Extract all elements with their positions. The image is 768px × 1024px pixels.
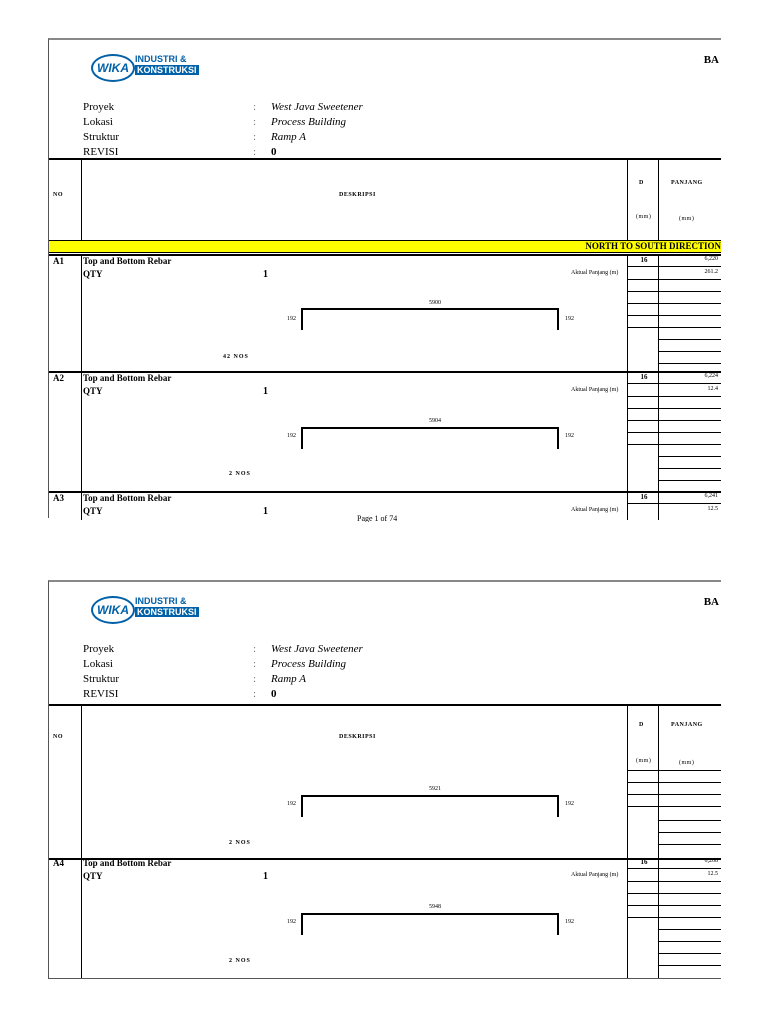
qty-value: 1 bbox=[263, 269, 268, 280]
item-no: A3 bbox=[53, 493, 64, 503]
item-desc: Top and Bottom Rebar bbox=[83, 858, 172, 868]
item-nos: 42 NOS bbox=[223, 354, 249, 360]
leg-left: 192 bbox=[287, 801, 296, 807]
col-deskripsi: DESKRIPSI bbox=[339, 192, 376, 198]
lokasi-label: Lokasi bbox=[83, 116, 113, 128]
rebar-shape bbox=[301, 795, 559, 817]
rebar-shape bbox=[301, 427, 559, 449]
leg-left: 192 bbox=[287, 919, 296, 925]
company-logo bbox=[91, 52, 197, 82]
item-diameter: 16 bbox=[640, 373, 648, 381]
logo-mark: WIKA bbox=[91, 54, 135, 82]
aktual-label: Aktual Panjang (m) bbox=[571, 872, 619, 878]
qty-label: QTY bbox=[83, 506, 103, 516]
struktur-value: Ramp A bbox=[271, 673, 306, 685]
item-panjang: 6,241 bbox=[704, 493, 718, 499]
item-panjang: 6,268 bbox=[704, 858, 718, 864]
sep: : bbox=[253, 673, 257, 685]
qty-value: 1 bbox=[263, 386, 268, 397]
header-title: BA bbox=[703, 596, 719, 608]
col-panjang: PANJANG bbox=[671, 180, 703, 186]
logo-mark: WIKA bbox=[91, 596, 135, 624]
item-desc: Top and Bottom Rebar bbox=[83, 493, 172, 503]
logo-line2: KONSTRUKSI bbox=[137, 607, 197, 617]
item-aktual: 261.2 bbox=[704, 269, 718, 275]
item-panjang: 6,220 bbox=[704, 256, 718, 262]
item-diameter: 16 bbox=[640, 256, 648, 264]
col-panjang-unit: (mm) bbox=[679, 216, 695, 222]
revisi-value: 0 bbox=[271, 146, 277, 158]
bar-length: 5904 bbox=[429, 418, 441, 424]
col-d: D bbox=[639, 180, 644, 186]
aktual-label: Aktual Panjang (m) bbox=[571, 507, 619, 513]
col-deskripsi: DESKRIPSI bbox=[339, 734, 376, 740]
project-info bbox=[83, 100, 363, 160]
proyek-label: Proyek bbox=[83, 101, 115, 113]
project-info bbox=[83, 642, 363, 702]
col-d: D bbox=[639, 722, 644, 728]
item-nos: 2 NOS bbox=[229, 471, 251, 477]
rebar-shape bbox=[301, 308, 559, 330]
lokasi-value: Process Building bbox=[271, 658, 347, 670]
sep: : bbox=[253, 101, 257, 113]
sheet-page-2 bbox=[48, 580, 721, 979]
logo-line1: INDUSTRI & bbox=[135, 596, 187, 606]
item-no: A2 bbox=[53, 373, 64, 383]
sep: : bbox=[253, 146, 257, 158]
sheet-page-1 bbox=[48, 38, 721, 518]
item-nos: 2 NOS bbox=[229, 958, 251, 964]
col-panjang-unit: (mm) bbox=[679, 760, 695, 766]
revisi-value: 0 bbox=[271, 688, 277, 700]
item-desc: Top and Bottom Rebar bbox=[83, 256, 172, 266]
page-footer: Page 1 of 74 bbox=[357, 514, 398, 522]
qty-label: QTY bbox=[83, 871, 103, 881]
col-panjang: PANJANG bbox=[671, 722, 703, 728]
table-header bbox=[49, 158, 721, 241]
rebar-shape bbox=[301, 913, 559, 935]
leg-left: 192 bbox=[287, 316, 296, 322]
logo-line2: KONSTRUKSI bbox=[137, 65, 197, 75]
bar-length: 5900 bbox=[429, 300, 441, 306]
leg-right: 192 bbox=[565, 316, 574, 322]
col-d-unit: (mm) bbox=[636, 214, 652, 220]
company-logo bbox=[91, 594, 197, 624]
leg-left: 192 bbox=[287, 433, 296, 439]
struktur-label: Struktur bbox=[83, 673, 120, 685]
rebar-item bbox=[49, 371, 721, 491]
item-no: A1 bbox=[53, 256, 64, 266]
qty-value: 1 bbox=[263, 506, 268, 517]
item-panjang: 6,224 bbox=[704, 373, 718, 379]
leg-right: 192 bbox=[565, 801, 574, 807]
col-no: NO bbox=[53, 192, 63, 198]
qty-value: 1 bbox=[263, 871, 268, 882]
rebar-item bbox=[49, 254, 721, 371]
leg-right: 192 bbox=[565, 433, 574, 439]
item-diameter: 16 bbox=[640, 493, 648, 501]
table-header bbox=[49, 704, 721, 860]
item-nos: 2 NOS bbox=[229, 840, 251, 846]
col-d-unit: (mm) bbox=[636, 758, 652, 764]
aktual-label: Aktual Panjang (m) bbox=[571, 387, 619, 393]
bar-length: 5948 bbox=[429, 904, 441, 910]
qty-label: QTY bbox=[83, 269, 103, 279]
item-aktual: 12.5 bbox=[707, 506, 718, 512]
sep: : bbox=[253, 658, 257, 670]
struktur-value: Ramp A bbox=[271, 131, 306, 143]
item-no: A4 bbox=[53, 858, 64, 868]
leg-right: 192 bbox=[565, 919, 574, 925]
proyek-value: West Java Sweetener bbox=[271, 643, 363, 655]
revisi-label: REVISI bbox=[83, 688, 119, 700]
sep: : bbox=[253, 131, 257, 143]
rebar-item bbox=[49, 858, 721, 978]
lokasi-label: Lokasi bbox=[83, 658, 113, 670]
qty-label: QTY bbox=[83, 386, 103, 396]
item-aktual: 12.4 bbox=[707, 386, 718, 392]
proyek-value: West Java Sweetener bbox=[271, 101, 363, 113]
sep: : bbox=[253, 643, 257, 655]
lokasi-value: Process Building bbox=[271, 116, 347, 128]
proyek-label: Proyek bbox=[83, 643, 115, 655]
item-diameter: 16 bbox=[640, 858, 648, 866]
item-aktual: 12.5 bbox=[707, 871, 718, 877]
aktual-label: Aktual Panjang (m) bbox=[571, 270, 619, 276]
section-banner: NORTH TO SOUTH DIRECTION bbox=[49, 240, 721, 253]
sep: : bbox=[253, 116, 257, 128]
item-desc: Top and Bottom Rebar bbox=[83, 373, 172, 383]
struktur-label: Struktur bbox=[83, 131, 120, 143]
logo-line1: INDUSTRI & bbox=[135, 54, 187, 64]
col-no: NO bbox=[53, 734, 63, 740]
sep: : bbox=[253, 688, 257, 700]
revisi-label: REVISI bbox=[83, 146, 119, 158]
header-title: BA bbox=[703, 54, 719, 66]
bar-length: 5921 bbox=[429, 786, 441, 792]
